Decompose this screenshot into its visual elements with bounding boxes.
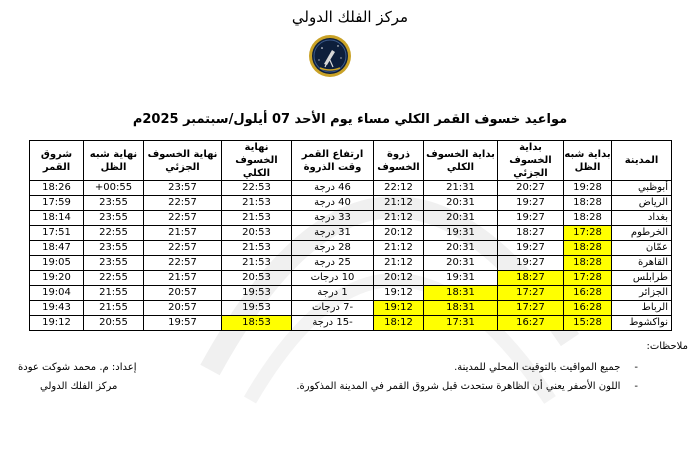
- time-cell: 18:28: [564, 256, 612, 271]
- city-cell: الرباط: [612, 301, 672, 316]
- time-cell: 22:53: [222, 181, 292, 196]
- time-cell: 40 درجة: [292, 196, 374, 211]
- time-cell: 28 درجة: [292, 241, 374, 256]
- time-cell: 21:53: [222, 211, 292, 226]
- time-cell: 17:28: [564, 271, 612, 286]
- time-cell: 16:28: [564, 286, 612, 301]
- city-cell: الجزائر: [612, 286, 672, 301]
- time-cell: 19:12: [30, 316, 84, 331]
- time-cell: 20:57: [144, 301, 222, 316]
- time-cell: 22:12: [374, 181, 424, 196]
- table-body: [30, 181, 672, 331]
- note-item: [296, 381, 638, 392]
- time-cell: 33 درجة: [292, 211, 374, 226]
- time-cell: 19:57: [144, 316, 222, 331]
- time-cell: 21:31: [424, 181, 498, 196]
- time-cell: 18:26: [30, 181, 84, 196]
- time-cell: 20:31: [424, 241, 498, 256]
- column-header: نهاية الخسوف الكلي: [222, 141, 292, 181]
- time-cell: 19:27: [498, 211, 564, 226]
- time-cell: 19:53: [222, 286, 292, 301]
- table-row: [30, 211, 672, 226]
- column-header: المدينة: [612, 141, 672, 181]
- time-cell: 17:27: [498, 301, 564, 316]
- time-cell: -7 درجات: [292, 301, 374, 316]
- city-cell: طرابلس: [612, 271, 672, 286]
- table-row: [30, 301, 672, 316]
- column-header: بداية الخسوف الكلي: [424, 141, 498, 181]
- note-text: اللون الأصفر يعني أن الظاهرة ستحدث قبل شروق القمر في المدينة المذكورة.: [296, 381, 621, 392]
- time-cell: 17:51: [30, 226, 84, 241]
- time-cell: 18:28: [564, 211, 612, 226]
- time-cell: 20:31: [424, 256, 498, 271]
- city-cell: عمّان: [612, 241, 672, 256]
- time-cell: 22:55: [84, 271, 144, 286]
- time-cell: 19:31: [424, 226, 498, 241]
- time-cell: 31 درجة: [292, 226, 374, 241]
- time-cell: 22:57: [144, 196, 222, 211]
- time-cell: 18:12: [374, 316, 424, 331]
- table-row: [30, 226, 672, 241]
- time-cell: 20:53: [222, 226, 292, 241]
- column-header: بداية شبه الظل: [564, 141, 612, 181]
- time-cell: 16:27: [498, 316, 564, 331]
- time-cell: 17:31: [424, 316, 498, 331]
- city-cell: القاهرة: [612, 256, 672, 271]
- city-cell: نواكشوط: [612, 316, 672, 331]
- table-row: [30, 196, 672, 211]
- time-cell: 1 درجة: [292, 286, 374, 301]
- time-cell: 20:27: [498, 181, 564, 196]
- time-cell: 00:55+: [84, 181, 144, 196]
- time-cell: 18:28: [564, 241, 612, 256]
- time-cell: 18:28: [564, 196, 612, 211]
- note-text: جميع المواقيت بالتوقيت المحلي للمدينة.: [454, 362, 621, 373]
- column-header: نهاية الخسوف الجزئي: [144, 141, 222, 181]
- eclipse-times-table: [29, 140, 672, 331]
- time-cell: 18:27: [498, 271, 564, 286]
- time-cell: -15 درجة: [292, 316, 374, 331]
- eclipse-times-table-container: [29, 140, 671, 331]
- time-cell: 22:57: [144, 256, 222, 271]
- time-cell: 18:31: [424, 301, 498, 316]
- time-cell: 20:53: [222, 271, 292, 286]
- time-cell: 20:55: [84, 316, 144, 331]
- page-title: مواعيد خسوف القمر الكلي مساء يوم الأحد 07 أيلول/سبتمبر 2025م: [132, 112, 568, 127]
- credits-org: مركز الفلك الدولي: [40, 381, 118, 392]
- time-cell: 19:43: [30, 301, 84, 316]
- time-cell: 19:12: [374, 286, 424, 301]
- time-cell: 19:28: [564, 181, 612, 196]
- time-cell: 21:12: [374, 196, 424, 211]
- time-cell: 22:55: [84, 226, 144, 241]
- time-cell: 20:12: [374, 226, 424, 241]
- time-cell: 21:12: [374, 256, 424, 271]
- table-row: [30, 181, 672, 196]
- organization-name: مركز الفلك الدولي: [291, 8, 409, 26]
- time-cell: 17:28: [564, 226, 612, 241]
- time-cell: 22:57: [144, 241, 222, 256]
- time-cell: 18:27: [498, 226, 564, 241]
- city-cell: الخرطوم: [612, 226, 672, 241]
- prepared-by: إعداد: م. محمد شوكت عودة: [18, 362, 137, 373]
- table-row: [30, 241, 672, 256]
- time-cell: 19:27: [498, 241, 564, 256]
- time-cell: 22:57: [144, 211, 222, 226]
- time-cell: 18:47: [30, 241, 84, 256]
- time-cell: 18:53: [222, 316, 292, 331]
- note-bullet: -: [634, 381, 638, 392]
- column-header: نهاية شبه الظل: [84, 141, 144, 181]
- time-cell: 21:55: [84, 286, 144, 301]
- note-bullet: -: [634, 362, 638, 373]
- time-cell: 19:12: [374, 301, 424, 316]
- table-row: [30, 271, 672, 286]
- table-header-row: [30, 141, 672, 181]
- city-cell: الرياض: [612, 196, 672, 211]
- time-cell: 15:28: [564, 316, 612, 331]
- time-cell: 23:55: [84, 211, 144, 226]
- city-cell: بغداد: [612, 211, 672, 226]
- time-cell: 21:53: [222, 196, 292, 211]
- time-cell: 18:31: [424, 286, 498, 301]
- city-cell: أبوظبي: [612, 181, 672, 196]
- column-header: شروق القمر: [30, 141, 84, 181]
- time-cell: 19:31: [424, 271, 498, 286]
- time-cell: 19:53: [222, 301, 292, 316]
- time-cell: 21:53: [222, 241, 292, 256]
- note-item: [454, 362, 638, 373]
- column-header: بداية الخسوف الجزئي: [498, 141, 564, 181]
- table-row: [30, 316, 672, 331]
- time-cell: 23:55: [84, 241, 144, 256]
- time-cell: 21:55: [84, 301, 144, 316]
- time-cell: 18:14: [30, 211, 84, 226]
- observatory-logo-icon: [308, 34, 352, 78]
- time-cell: 19:27: [498, 196, 564, 211]
- time-cell: 19:20: [30, 271, 84, 286]
- time-cell: 21:12: [374, 211, 424, 226]
- time-cell: 46 درجة: [292, 181, 374, 196]
- time-cell: 21:57: [144, 271, 222, 286]
- time-cell: 25 درجة: [292, 256, 374, 271]
- time-cell: 23:55: [84, 256, 144, 271]
- time-cell: 20:12: [374, 271, 424, 286]
- time-cell: 23:55: [84, 196, 144, 211]
- column-header: ذروة الخسوف: [374, 141, 424, 181]
- time-cell: 17:59: [30, 196, 84, 211]
- time-cell: 21:12: [374, 241, 424, 256]
- table-row: [30, 286, 672, 301]
- time-cell: 19:05: [30, 256, 84, 271]
- time-cell: 21:57: [144, 226, 222, 241]
- time-cell: 17:27: [498, 286, 564, 301]
- time-cell: 19:27: [498, 256, 564, 271]
- time-cell: 20:57: [144, 286, 222, 301]
- time-cell: 16:28: [564, 301, 612, 316]
- time-cell: 19:04: [30, 286, 84, 301]
- notes-title: ملاحظات:: [646, 341, 688, 352]
- table-row: [30, 256, 672, 271]
- time-cell: 10 درجات: [292, 271, 374, 286]
- time-cell: 23:57: [144, 181, 222, 196]
- time-cell: 20:31: [424, 211, 498, 226]
- column-header: ارتفاع القمر وقت الذروة: [292, 141, 374, 181]
- time-cell: 20:31: [424, 196, 498, 211]
- time-cell: 21:53: [222, 256, 292, 271]
